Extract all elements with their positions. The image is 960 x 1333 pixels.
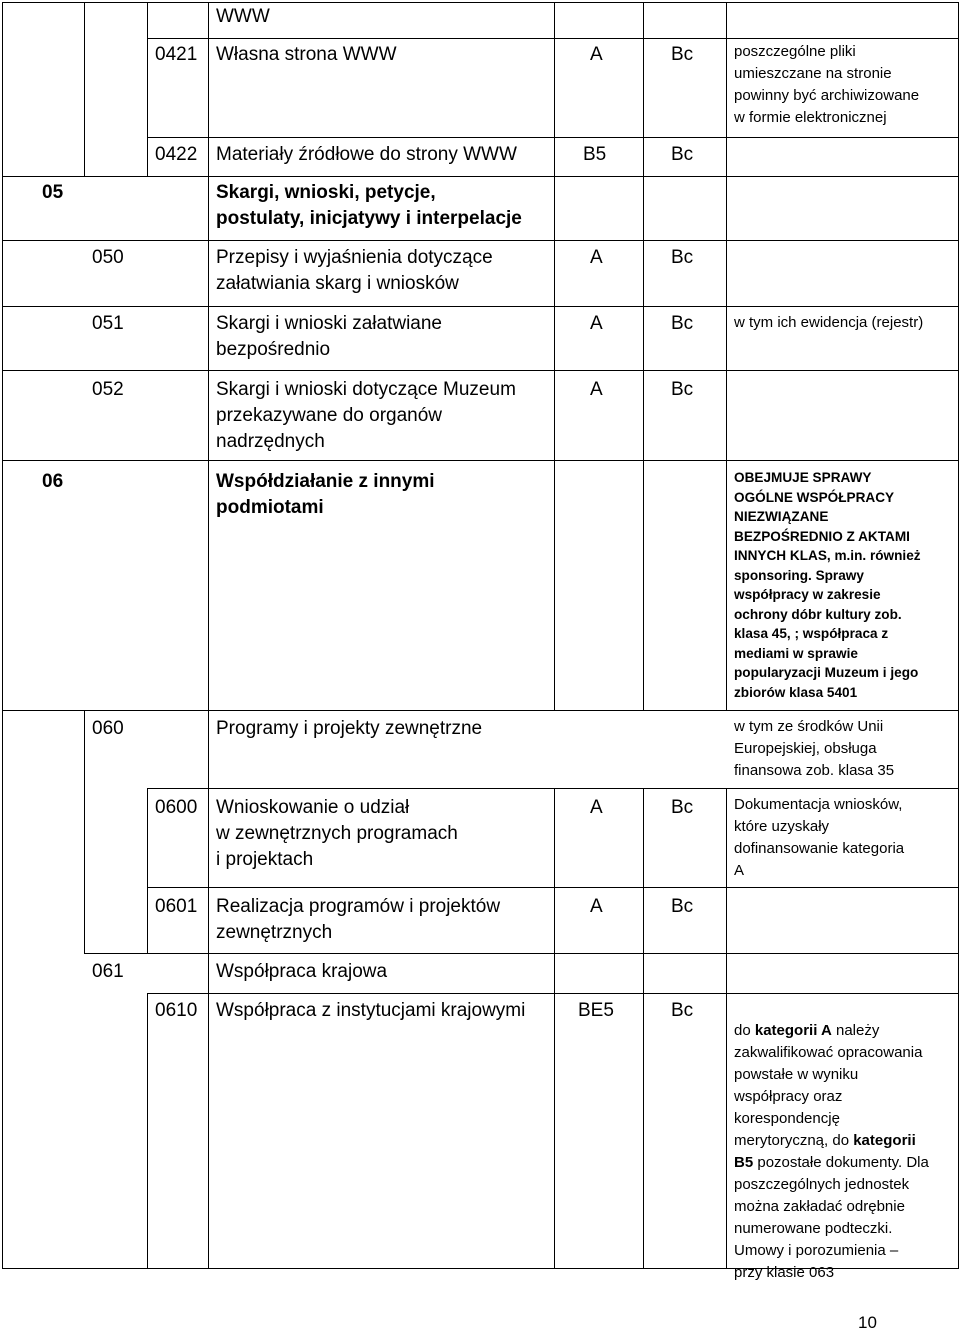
archive-category: A — [590, 247, 603, 268]
class-title: Współpraca krajowa — [216, 961, 388, 982]
row-divider — [2, 460, 959, 461]
class-title: WWW — [216, 6, 270, 27]
class-code: 0600 — [155, 797, 198, 818]
class-title: Współpraca z instytucjami krajowymi — [216, 1000, 526, 1021]
other-copies-category: Bc — [671, 247, 694, 268]
class-code: 06 — [42, 471, 64, 492]
class-title: Wnioskowanie o udział w zewnętrznych programach i projektach — [216, 797, 458, 870]
remarks: poszczególne pliki umieszczane na stronie powinny być archiwizowane w formie elektronicznej — [734, 43, 920, 126]
column-divider — [84, 710, 85, 953]
archive-category: B5 — [583, 144, 607, 165]
archive-category: A — [590, 896, 603, 917]
row-divider — [147, 788, 959, 789]
column-divider — [84, 2, 85, 176]
remarks: w tym ze środków Unii Europejskiej, obsługa finansowa zob. klasa 35 — [734, 718, 895, 779]
class-code: 052 — [92, 379, 124, 400]
class-code: 0421 — [155, 44, 198, 65]
remarks-part: należy zakwalifikować opracowania powstałe w wyniku współpracy oraz korespondencję merytoryczną, do — [734, 1022, 923, 1149]
column-divider — [147, 993, 148, 1268]
remarks: Dokumentacja wniosków, które uzyskały dofinansowanie kategoria A — [734, 796, 905, 879]
class-code: 0601 — [155, 896, 198, 917]
class-title: Przepisy i wyjaśnienia dotyczące załatwiania skarg i wniosków — [216, 247, 493, 294]
class-title: Programy i projekty zewnętrzne — [216, 718, 483, 739]
class-title: Skargi, wnioski, petycje, postulaty, inicjatywy i interpelacje — [216, 182, 522, 229]
other-copies-category: Bc — [671, 797, 694, 818]
class-title: Realizacja programów i projektów zewnętrznych — [216, 896, 501, 943]
archive-category: A — [590, 797, 603, 818]
class-title: Współdziałanie z innymi podmiotami — [216, 471, 435, 518]
archive-category: BE5 — [578, 1000, 614, 1021]
column-divider — [554, 2, 555, 710]
column-divider — [208, 2, 209, 1268]
archive-category: A — [590, 44, 603, 65]
column-divider — [643, 788, 644, 1268]
row-divider — [147, 38, 959, 39]
other-copies-category: Bc — [671, 44, 694, 65]
column-divider — [643, 2, 644, 710]
class-title: Materiały źródłowe do strony WWW — [216, 144, 517, 165]
page-number: 10 — [858, 1313, 877, 1332]
row-divider — [2, 306, 959, 307]
column-divider — [147, 2, 148, 176]
class-code: 061 — [92, 961, 124, 982]
remarks: OBEJMUJE SPRAWY OGÓLNE WSPÓŁPRACY NIEZWIĄZANE BEZPOŚREDNIO Z AKTAMI INNYCH KLAS, m.in. również sponsoring. Sprawy współpracy w zakresie ochrony dóbr kultury zob. klasa 45, ; współpraca z mediami w sprawie popularyzacji Muzeum i jego zbiorów klasa 5401 — [734, 470, 921, 700]
remarks-part: do — [734, 1022, 755, 1039]
class-code: 050 — [92, 247, 124, 268]
class-code: 0422 — [155, 144, 198, 165]
other-copies-category: Bc — [671, 313, 694, 334]
class-code: 05 — [42, 182, 64, 203]
column-divider — [554, 788, 555, 1268]
remarks-part-bold: kategorii A — [754, 1022, 832, 1039]
class-code: 060 — [92, 718, 124, 739]
row-divider — [2, 370, 959, 371]
class-title: Skargi i wnioski załatwiane bezpośrednio — [216, 313, 442, 360]
row-divider — [147, 137, 959, 138]
column-divider — [726, 2, 727, 710]
other-copies-category: Bc — [671, 896, 694, 917]
remarks-part: pozostałe dokumenty. Dla poszczególnych jednostek można zakładać odrębnie numerowane podteczki. Umowy i porozumienia – przy klasie 063 — [734, 1154, 929, 1281]
class-title: Skargi i wnioski dotyczące Muzeum przekazywane do organów nadrzędnych — [216, 379, 516, 452]
remarks: w tym ich ewidencja (rejestr) — [734, 314, 924, 331]
table-border-top — [2, 2, 959, 3]
archive-category: A — [590, 379, 603, 400]
row-divider — [147, 993, 959, 994]
other-copies-category: Bc — [671, 1000, 694, 1021]
remarks-part-bold: kategorii B5 — [734, 1132, 916, 1171]
row-divider — [2, 176, 959, 177]
archive-category: A — [590, 313, 603, 334]
row-divider — [84, 953, 959, 954]
class-code: 051 — [92, 313, 124, 334]
column-divider — [147, 788, 148, 953]
other-copies-category: Bc — [671, 144, 694, 165]
other-copies-category: Bc — [671, 379, 694, 400]
row-divider — [2, 240, 959, 241]
class-code: 0610 — [155, 1000, 198, 1021]
column-divider — [726, 788, 727, 1268]
class-title: Własna strona WWW — [216, 44, 397, 65]
row-divider — [147, 887, 959, 888]
row-divider — [2, 710, 959, 711]
table-border-right — [958, 2, 959, 1268]
remarks — [734, 998, 929, 1284]
table-border-left — [2, 2, 3, 1268]
